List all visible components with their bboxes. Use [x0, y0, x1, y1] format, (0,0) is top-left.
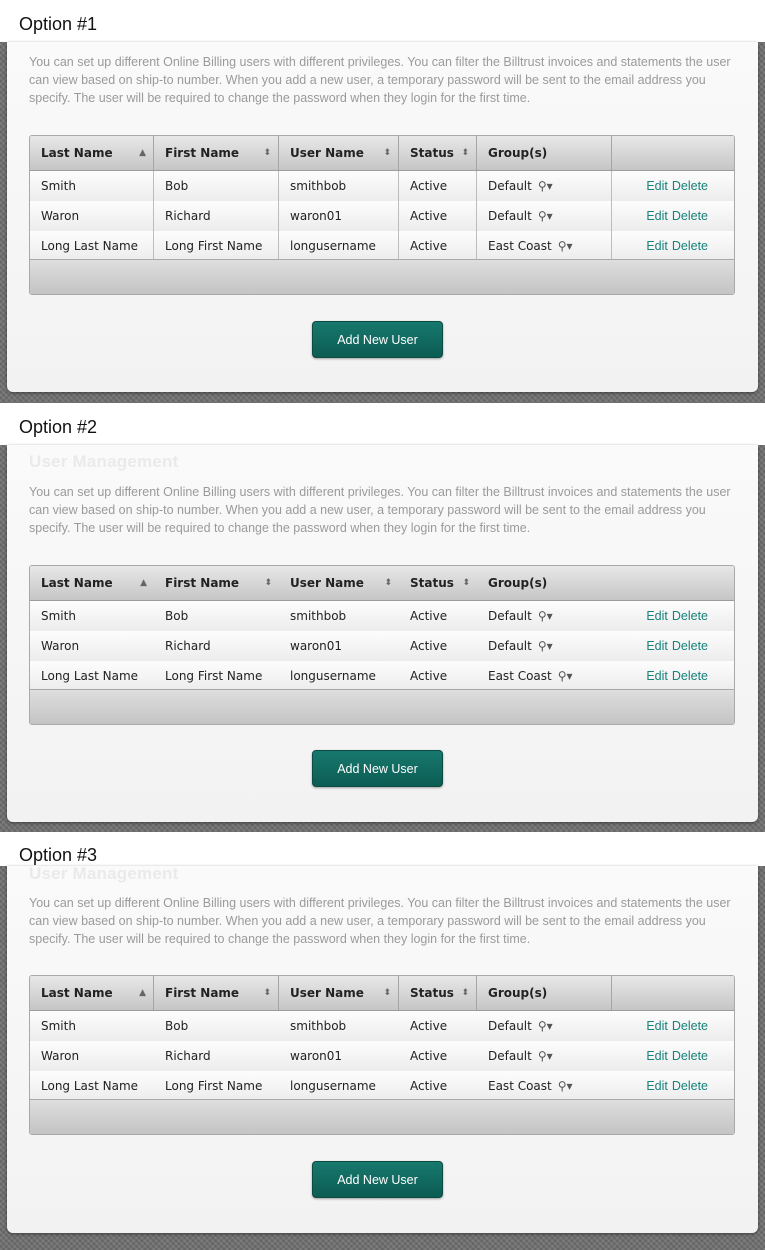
edit-link[interactable]: Edit [646, 179, 668, 193]
cell-status: Active [410, 1019, 448, 1033]
cell-actions [612, 1041, 734, 1071]
table-row [30, 171, 734, 202]
option-3-header [0, 832, 765, 866]
cell-last-name: Long Last Name [41, 669, 139, 683]
col-label: Status [410, 576, 454, 590]
col-label: Group(s) [488, 146, 548, 160]
option-1-panel [7, 42, 758, 392]
user-lookup-icon[interactable]: ⚲▾ [557, 669, 573, 683]
delete-link[interactable]: Delete [671, 1079, 708, 1093]
table-footer [30, 689, 734, 724]
cell-user-name: longusername [290, 669, 376, 683]
delete-link[interactable]: Delete [671, 609, 708, 623]
cell-user-name: longusername [279, 231, 399, 261]
col-first-name-header[interactable] [154, 566, 279, 600]
cell-first-name: Long First Name [165, 669, 263, 683]
col-actions-header [612, 136, 734, 170]
cell-status: Active [410, 1049, 448, 1063]
col-label: User Name [290, 986, 364, 1000]
user-lookup-icon[interactable]: ⚲▾ [537, 1049, 553, 1063]
cell-last-name: Smith [30, 171, 154, 201]
user-lookup-icon[interactable]: ⚲▾ [537, 209, 553, 223]
description-text: You can set up different Online Billing users with different privileges. You can filter the Billtrust invoices and statements the user can view based on ship-to number. When you add a new user, a temporary password will be sent to the email address you specify. The user will be required to change the password when they login for the first time. [29, 55, 731, 105]
add-new-user-button[interactable]: Add New User [312, 750, 443, 787]
group-name: Default [488, 1049, 532, 1063]
user-lookup-icon[interactable]: ⚲▾ [537, 1019, 553, 1033]
col-last-name-header[interactable] [30, 976, 154, 1010]
table-row [30, 661, 734, 692]
cell-user-name: longusername [290, 1079, 376, 1093]
col-label: Status [410, 986, 454, 1000]
cell-first-name: Richard [165, 639, 211, 653]
col-actions-header [612, 976, 734, 1010]
table-row [30, 1041, 734, 1072]
group-name: Default [488, 609, 532, 623]
option-1-header [0, 0, 765, 42]
col-label: Status [410, 146, 454, 160]
edit-link[interactable]: Edit [646, 1079, 668, 1093]
group-name: Default [488, 179, 532, 193]
col-status-header[interactable] [399, 566, 477, 600]
col-status-header[interactable] [399, 136, 477, 170]
table-row [30, 1011, 734, 1042]
group-name: Default [488, 209, 532, 223]
edit-link[interactable]: Edit [646, 669, 668, 683]
delete-link[interactable]: Delete [671, 179, 708, 193]
cell-status: Active [399, 201, 477, 231]
cell-user-name: smithbob [290, 1019, 347, 1033]
group-name: East Coast [488, 669, 552, 683]
cell-last-name: Waron [30, 201, 154, 231]
col-first-name-header[interactable] [154, 976, 279, 1010]
group-name: East Coast [488, 239, 552, 253]
cell-user-name: smithbob [279, 171, 399, 201]
table-footer [30, 1099, 734, 1134]
cell-groups [477, 231, 612, 261]
cell-status: Active [399, 231, 477, 261]
option-2-panel [7, 445, 758, 822]
cell-first-name: Richard [154, 201, 279, 231]
cell-user-name: waron01 [290, 639, 343, 653]
table-row [30, 631, 734, 662]
cell-actions [612, 1071, 734, 1101]
table-footer [30, 259, 734, 294]
cell-status: Active [410, 669, 448, 683]
delete-link[interactable]: Delete [671, 239, 708, 253]
edit-link[interactable]: Edit [646, 639, 668, 653]
cell-groups [477, 171, 612, 201]
sort-both-icon[interactable]: ⬍ [461, 148, 469, 158]
page-title: User Management [29, 866, 179, 883]
cell-user-name: waron01 [290, 1049, 343, 1063]
edit-link[interactable]: Edit [646, 239, 668, 253]
option-3-panel [7, 866, 758, 1233]
cell-groups [477, 1071, 612, 1101]
edit-link[interactable]: Edit [646, 1019, 668, 1033]
cell-last-name: Waron [41, 1049, 80, 1063]
col-user-name-header[interactable] [279, 976, 399, 1010]
cell-actions [612, 201, 734, 231]
sort-both-icon[interactable]: ⬍ [383, 148, 391, 158]
cell-groups [477, 1011, 612, 1041]
col-label: Group(s) [488, 576, 548, 590]
col-user-name-header[interactable] [279, 136, 399, 170]
delete-link[interactable]: Delete [671, 209, 708, 223]
cell-groups [477, 631, 612, 661]
sort-both-icon[interactable]: ⬍ [461, 988, 469, 998]
sort-both-icon[interactable]: ⬍ [383, 988, 391, 998]
col-label: Last Name [41, 576, 113, 590]
col-label: Last Name [41, 146, 113, 160]
cell-groups [477, 601, 612, 631]
cell-actions [612, 601, 734, 631]
cell-first-name: Long First Name [165, 1079, 263, 1093]
option-2-label: Option #2 [19, 417, 98, 437]
table-row [30, 1071, 734, 1102]
users-table [29, 135, 735, 295]
description-text: You can set up different Online Billing users with different privileges. You can filter the Billtrust invoices and statements the user can view based on ship-to number. When you add a new user, a temporary password will be sent to the email address you specify. The user will be required to change the password when they login for the first time. [29, 485, 731, 535]
cell-first-name: Richard [165, 1049, 211, 1063]
cell-first-name: Bob [154, 171, 279, 201]
user-lookup-icon[interactable]: ⚲▾ [557, 1079, 573, 1093]
col-label: First Name [165, 576, 240, 590]
table-header [30, 566, 734, 601]
table-header [30, 976, 734, 1011]
group-name: Default [488, 639, 532, 653]
option-1-label: Option #1 [19, 14, 98, 34]
col-label: First Name [165, 146, 240, 160]
cell-groups [477, 1041, 612, 1071]
col-label: Last Name [41, 986, 113, 1000]
add-new-user-button[interactable]: Add New User [312, 1161, 443, 1198]
option-2-header [0, 403, 765, 445]
sort-ascending-icon[interactable]: ▲ [140, 578, 147, 588]
col-label: User Name [290, 146, 364, 160]
col-groups-header [477, 976, 612, 1010]
option-3-label: Option #3 [19, 845, 98, 865]
col-label: First Name [165, 986, 240, 1000]
cell-groups [477, 201, 612, 231]
table-header [30, 136, 734, 171]
user-lookup-icon[interactable]: ⚲▾ [537, 609, 553, 623]
delete-link[interactable]: Delete [671, 669, 708, 683]
col-label: Group(s) [488, 986, 548, 1000]
cell-status: Active [410, 1079, 448, 1093]
col-groups-header [477, 136, 612, 170]
cell-groups [477, 661, 612, 691]
cell-first-name: Bob [165, 609, 189, 623]
col-first-name-header[interactable] [154, 136, 279, 170]
col-groups-header [477, 566, 612, 600]
edit-link[interactable]: Edit [646, 209, 668, 223]
table-row [30, 601, 734, 632]
col-actions-header [612, 566, 734, 600]
cell-status: Active [399, 171, 477, 201]
sort-both-icon[interactable]: ⬍ [263, 988, 271, 998]
cell-last-name: Long Last Name [30, 231, 154, 261]
cell-status: Active [410, 609, 448, 623]
delete-link[interactable]: Delete [671, 639, 708, 653]
col-last-name-header[interactable] [30, 136, 154, 170]
cell-actions [612, 171, 734, 201]
cell-first-name: Long First Name [154, 231, 279, 261]
cell-user-name: smithbob [290, 609, 347, 623]
col-label: User Name [290, 576, 364, 590]
user-lookup-icon[interactable]: ⚲▾ [537, 639, 553, 653]
cell-last-name: Waron [41, 639, 80, 653]
edit-link[interactable]: Edit [646, 1049, 668, 1063]
cell-last-name: Long Last Name [41, 1079, 139, 1093]
table-row [30, 201, 734, 232]
sort-both-icon[interactable]: ⬍ [384, 578, 392, 588]
cell-last-name: Smith [41, 609, 76, 623]
delete-link[interactable]: Delete [671, 1049, 708, 1063]
delete-link[interactable]: Delete [671, 1019, 708, 1033]
cell-status: Active [410, 639, 448, 653]
cell-actions [612, 231, 734, 261]
description-text: You can set up different Online Billing users with different privileges. You can filter the Billtrust invoices and statements the user can view based on ship-to number. When you add a new user, a temporary password will be sent to the email address you specify. The user will be required to change the password when they login for the first time. [29, 896, 731, 946]
col-user-name-header[interactable] [279, 566, 399, 600]
table-row [30, 231, 734, 262]
group-name: Default [488, 1019, 532, 1033]
col-status-header[interactable] [399, 976, 477, 1010]
cell-actions [612, 631, 734, 661]
user-lookup-icon[interactable]: ⚲▾ [537, 179, 553, 193]
user-lookup-icon[interactable]: ⚲▾ [557, 239, 573, 253]
cell-user-name: waron01 [279, 201, 399, 231]
page-title: User Management [29, 452, 179, 471]
cell-first-name: Bob [165, 1019, 189, 1033]
cell-last-name: Smith [41, 1019, 76, 1033]
add-new-user-button[interactable]: Add New User [312, 321, 443, 358]
sort-both-icon[interactable]: ⬍ [263, 148, 271, 158]
cell-actions [612, 1011, 734, 1041]
group-name: East Coast [488, 1079, 552, 1093]
sort-both-icon[interactable]: ⬍ [462, 578, 470, 588]
sort-ascending-icon[interactable]: ▲ [139, 988, 146, 998]
users-table [29, 565, 735, 725]
sort-both-icon[interactable]: ⬍ [264, 578, 272, 588]
sort-ascending-icon[interactable]: ▲ [139, 148, 146, 158]
cell-actions [612, 661, 734, 691]
users-table [29, 975, 735, 1135]
col-last-name-header[interactable] [30, 566, 154, 600]
edit-link[interactable]: Edit [646, 609, 668, 623]
